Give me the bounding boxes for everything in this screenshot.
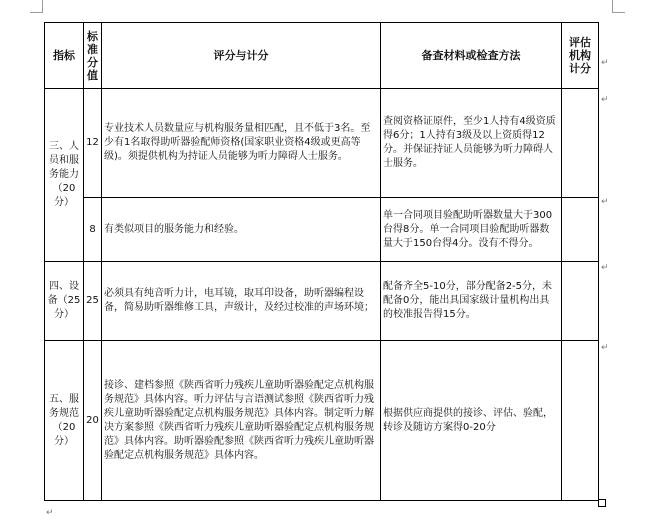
row-criteria: 必须具有纯音听力计，电耳镜，取耳印设备，助听器编程设备，简易助听器维修工具，声级计，及经过校准的声场环境；	[102, 262, 381, 341]
row-indicator: 五、服务规范（20分）	[45, 341, 84, 501]
paragraph-mark: ↵	[601, 95, 609, 105]
table-row	[45, 198, 599, 262]
paragraph-mark: ↵	[601, 197, 609, 207]
row-method: 查阅资格证原件，至少1人持有4级资质得6分；1人持有3级及以上资质得12分。并保证持证人员能够为听力障碍人士服务。	[381, 89, 562, 198]
table-resize-handle[interactable]	[598, 499, 606, 507]
header-materials: 备查材料或检查方法	[381, 23, 562, 89]
table-header-row	[45, 23, 599, 89]
row-criteria: 有类似项目的服务能力和经验。	[102, 198, 381, 262]
row-indicator: 四、设备（25分）	[45, 262, 84, 341]
table-row	[45, 262, 599, 341]
row-score: 25	[84, 262, 102, 341]
header-eval-score: 评估机构计分	[562, 23, 599, 89]
row-method: 根据供应商提供的接诊、评估、验配，转诊及随访方案得0-20分	[381, 341, 562, 501]
header-scoring: 评分与计分	[102, 23, 381, 89]
row-score: 20	[84, 341, 102, 501]
row-score: 12	[84, 89, 102, 198]
row-method: 配备齐全5-10分，部分配备2-5分，未配备0分，能出具国家级计量机构出具的校准报告得15分。	[381, 262, 562, 341]
row-method: 单一合同项目验配助听器数量大于300台得8分。单一合同项目验配助听器数量大于150台得4分。没有不得分。	[381, 198, 562, 262]
paragraph-mark: ↵	[601, 263, 609, 273]
header-indicator: 指标	[45, 23, 84, 89]
crop-mark-top-right	[612, 0, 625, 13]
paragraph-mark: ↵	[601, 58, 609, 68]
row-eval-score	[562, 198, 599, 262]
table-row	[45, 341, 599, 501]
paragraph-mark: ↵	[46, 508, 54, 518]
row-eval-score	[562, 341, 599, 501]
crop-mark-top-left	[30, 0, 43, 13]
row-criteria: 专业技术人员数量应与机构服务量相匹配，且不低于3名。至少有1名取得助听器验配师资格(国家职业资格4级或更高等级)。须提供机构为持证人员能够为听力障碍人士服务。	[102, 89, 381, 198]
evaluation-table	[44, 22, 599, 501]
row-indicator: 三、人员和服务能力（20分）	[45, 89, 84, 262]
row-score: 8	[84, 198, 102, 262]
header-standard-score: 标准分值	[84, 23, 102, 89]
row-eval-score	[562, 89, 599, 198]
row-eval-score	[562, 262, 599, 341]
row-criteria: 接诊、建档参照《陕西省听力残疾儿童助听器验配定点机构服务规范》具体内容。听力评估与言语测试参照《陕西省听力残疾儿童助听器验配定点机构服务规范》具体内容。制定听力解决方案参照《陕西省听力残疾儿童助听器验配定点机构服务规范》具体内容。助听器验配参照《陕西省听力残疾儿童助听器验配定点机构服务规范》具体内容。	[102, 341, 381, 501]
table-row	[45, 89, 599, 198]
paragraph-mark: ↵	[601, 343, 609, 353]
